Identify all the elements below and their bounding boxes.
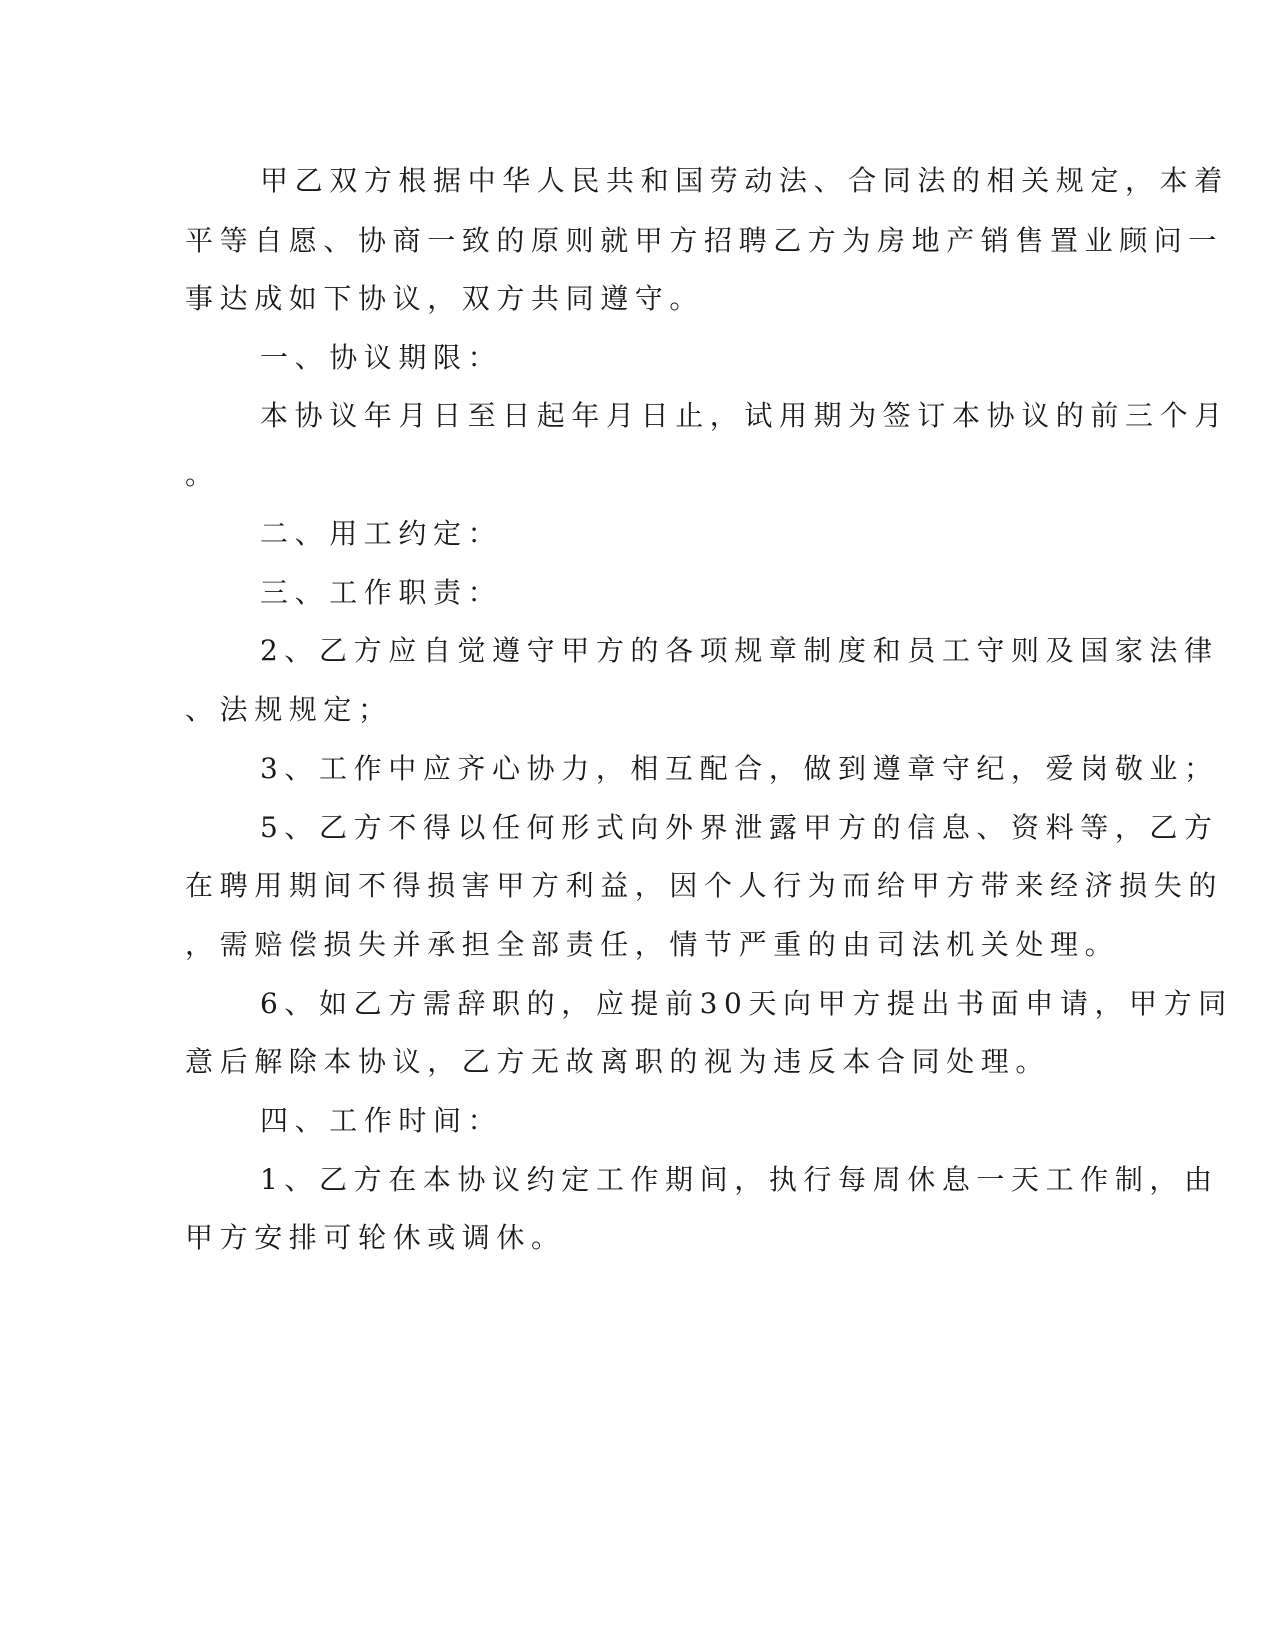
clause-2-line-2: 、法规规定； bbox=[185, 693, 393, 726]
clause-2-line-1: 2、乙方应自觉遵守甲方的各项规章制度和员工守则及国家法律 bbox=[260, 634, 1219, 667]
paragraph-intro-line-3: 事达成如下协议，双方共同遵守。 bbox=[185, 282, 705, 315]
section-heading-term: 一、协议期限： bbox=[260, 341, 503, 374]
section-heading-duties: 三、工作职责： bbox=[260, 576, 503, 609]
clause-5-line-1: 5、乙方不得以任何形式向外界泄露甲方的信息、资料等，乙方 bbox=[260, 811, 1219, 844]
hours-clause-1-line-2: 甲方安排可轮休或调休。 bbox=[185, 1221, 566, 1254]
paragraph-intro-line-1: 甲乙双方根据中华人民共和国劳动法、合同法的相关规定，本着 bbox=[260, 164, 1229, 197]
paragraph-term-line-1: 本协议年月日至日起年月日止，试用期为签订本协议的前三个月 bbox=[260, 399, 1229, 432]
clause-5-line-2: 在聘用期间不得损害甲方利益，因个人行为而给甲方带来经济损失的 bbox=[185, 869, 1224, 902]
paragraph-term-line-2: 。 bbox=[185, 458, 220, 491]
clause-6-line-2: 意后解除本协议，乙方无故离职的视为违反本合同处理。 bbox=[185, 1045, 1051, 1078]
clause-6-line-1: 6、如乙方需辞职的，应提前30天向甲方提出书面申请，甲方同 bbox=[260, 987, 1233, 1020]
clause-5-line-3: ，需赔偿损失并承担全部责任，情节严重的由司法机关处理。 bbox=[185, 928, 1120, 961]
hours-clause-1-line-1: 1、乙方在本协议约定工作期间，执行每周休息一天工作制，由 bbox=[260, 1163, 1219, 1196]
section-heading-employment: 二、用工约定： bbox=[260, 517, 503, 550]
section-heading-hours: 四、工作时间： bbox=[260, 1104, 503, 1137]
clause-3-line-1: 3、工作中应齐心协力，相互配合，做到遵章守纪，爱岗敬业； bbox=[260, 752, 1219, 785]
paragraph-intro-line-2: 平等自愿、协商一致的原则就甲方招聘乙方为房地产销售置业顾问一 bbox=[185, 224, 1224, 257]
